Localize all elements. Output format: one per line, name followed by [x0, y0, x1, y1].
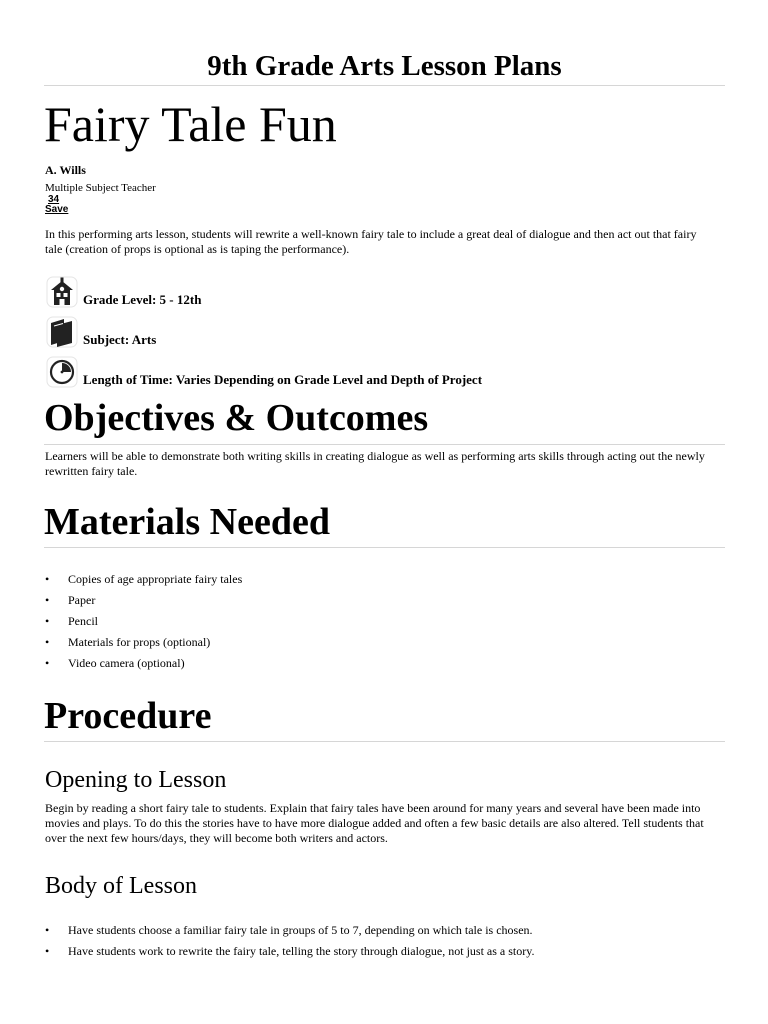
- body-heading: Body of Lesson: [45, 873, 197, 899]
- grade-level-label: Grade Level: 5 - 12th: [83, 292, 202, 307]
- list-item: • Have students work to rewrite the fairy tale, telling the story through dialogue, not just as a story.: [45, 941, 534, 962]
- save-button[interactable]: [45, 195, 68, 215]
- materials-list: [45, 569, 242, 674]
- list-item: • Copies of age appropriate fairy tales: [45, 569, 242, 590]
- save-count[interactable]: 34: [48, 194, 60, 205]
- list-item: • Video camera (optional): [45, 653, 242, 674]
- opening-heading: Opening to Lesson: [45, 767, 227, 793]
- objectives-divider: [44, 444, 725, 445]
- list-item: • Pencil: [45, 611, 242, 632]
- list-item: • Materials for props (optional): [45, 632, 242, 653]
- grade-level-row: [46, 276, 201, 308]
- list-item: • Paper: [45, 590, 242, 611]
- page-header: [44, 48, 725, 84]
- save-label[interactable]: Save: [45, 204, 69, 215]
- clock-icon: [46, 356, 78, 388]
- lesson-title: Fairy Tale Fun: [44, 96, 337, 152]
- schoolhouse-icon: [46, 276, 78, 308]
- procedure-divider: [44, 741, 725, 742]
- length-label: Length of Time: Varies Depending on Grade Level and Depth of Project: [83, 372, 483, 387]
- length-row: [46, 356, 482, 388]
- procedure-heading: Procedure: [44, 695, 212, 737]
- list-item: • Have students choose a familiar fairy tale in groups of 5 to 7, depending on which tale is chosen.: [45, 920, 534, 941]
- lesson-intro: In this performing arts lesson, students will rewrite a well-known fairy tale to include a great deal of dialogue and then act out that fairy tale (creation of props is optional as is taping the performance).: [45, 227, 697, 256]
- subject-label: Subject: Arts: [83, 332, 157, 347]
- materials-divider: [44, 547, 725, 548]
- materials-heading: Materials Needed: [44, 501, 330, 543]
- subject-row: [46, 316, 156, 348]
- books-icon: [46, 316, 78, 348]
- author-role: Multiple Subject Teacher: [45, 182, 156, 194]
- opening-text: Begin by reading a short fairy tale to students. Explain that fairy tales have been around for many years and several have been made into movies and plays. To do this the stories have to have more dialogue added and often a few basic details are also altered. Tell students that over the next few hours/days, they will become both writers and actors.: [45, 801, 704, 845]
- objectives-heading: Objectives & Outcomes: [44, 397, 429, 439]
- page-header-title: 9th Grade Arts Lesson Plans: [207, 50, 562, 82]
- author-name[interactable]: A. Wills: [45, 163, 86, 177]
- header-divider: [44, 85, 725, 86]
- body-list: [45, 920, 534, 962]
- objectives-text: Learners will be able to demonstrate both writing skills in creating dialogue as well as performing arts skills through acting out the newly rewritten fairy tale.: [45, 449, 705, 478]
